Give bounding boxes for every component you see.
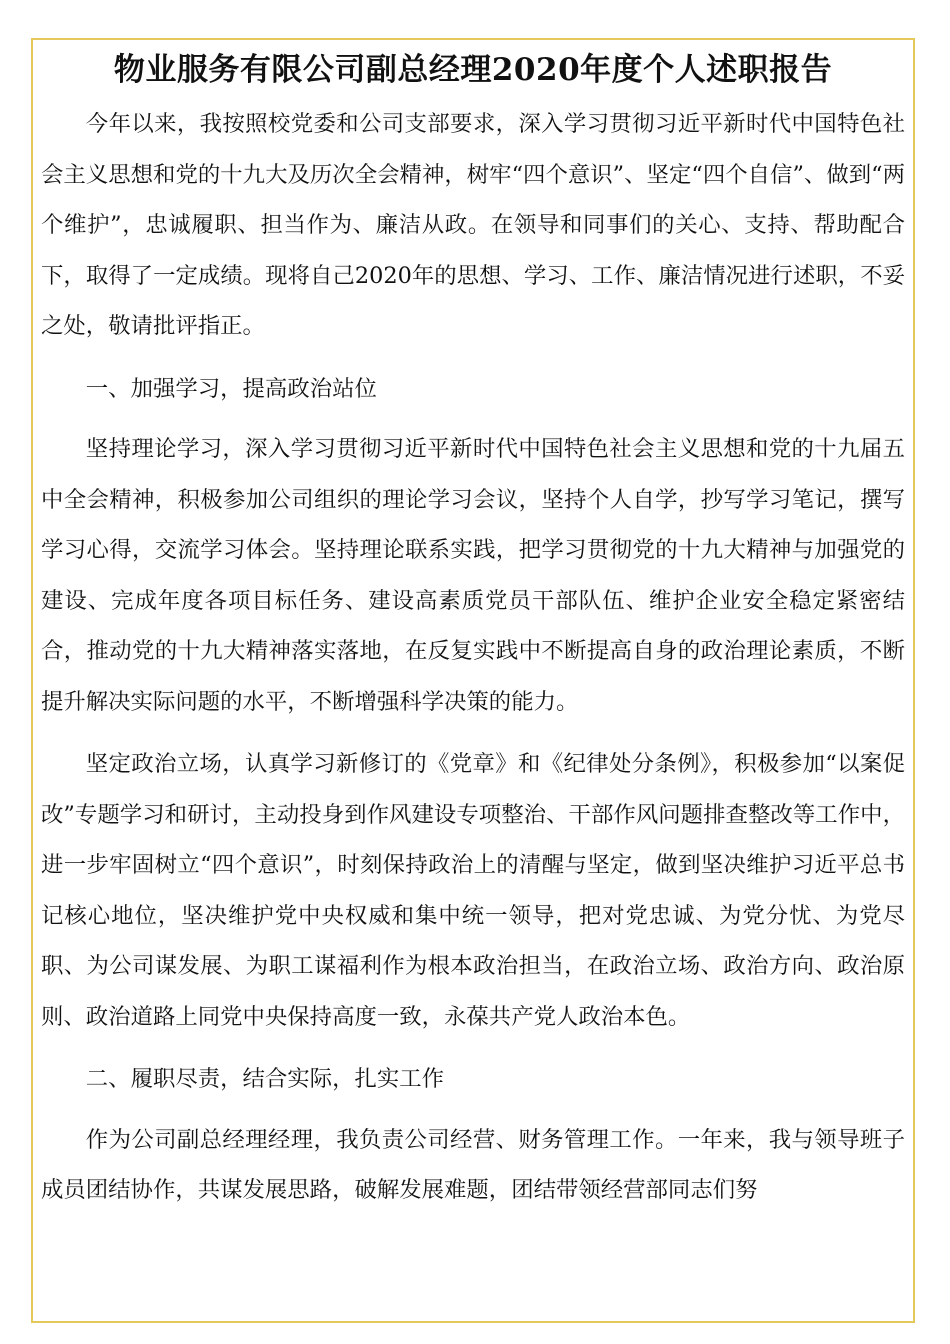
section-heading-2: 二、履职尽责，结合实际，扎实工作 <box>85 1066 445 1092</box>
document-title: 物业服务有限公司副总经理2020年度个人述职报告 <box>113 52 833 88</box>
intro-paragraph: 今年以来，我按照校党委和公司支部要求，深入学习贯彻习近平新时代中国特色社会主义思想和党的十九大及历次全会精神，树牢“四个意识”、坚定“四个自信”、做到“两个维护”，忠诚履职、担当作为、廉洁从政。在领导和同事们的关心、支持、帮助配合下，取得了一定成绩。现将自己2020年的思想、学习、工作、廉洁情况进行述职，不妥之处，敬请批评指正。 <box>41 111 905 339</box>
body-paragraph: 作为公司副总经理经理，我负责公司经营、财务管理工作。一年来，我与领导班子成员团结协作，共谋发展思路，破解发展难题，团结带领经营部同志们努 <box>41 1126 905 1203</box>
body-paragraph: 坚定政治立场，认真学习新修订的《党章》和《纪律处分条例》，积极参加“以案促改”专题学习和研讨，主动投身到作风建设专项整治、干部作风问题排查整改等工作中，进一步牢固树立“四个意识”，时刻保持政治上的清醒与坚定，做到坚决维护习近平总书记核心地位，坚决维护党中央权威和集中统一领导，把对党忠诚、为党分忧、为党尽职、为公司谋发展、为职工谋福利作为根本政治担当，在政治立场、政治方向、政治原则、政治道路上同党中央保持高度一致，永葆共产党人政治本色。 <box>41 751 905 1030</box>
section-heading-1: 一、加强学习，提高政治站位 <box>85 375 377 402</box>
document-page <box>31 38 915 1323</box>
document-body <box>33 92 913 1216</box>
body-paragraph: 坚持理论学习，深入学习贯彻习近平新时代中国特色社会主义思想和党的十九届五中全会精神，积极参加公司组织的理论学习会议，坚持个人自学，抄写学习笔记，撰写学习心得，交流学习体会。坚持理论联系实践，把学习贯彻党的十九大精神与加强党的建设、完成年度各项目标任务、建设高素质党员干部队伍、维护企业安全稳定紧密结合，推动党的十九大精神落实落地，在反复实践中不断提高自身的政治理论素质，不断提升解决实际问题的水平，不断增强科学决策的能力。 <box>41 436 905 715</box>
